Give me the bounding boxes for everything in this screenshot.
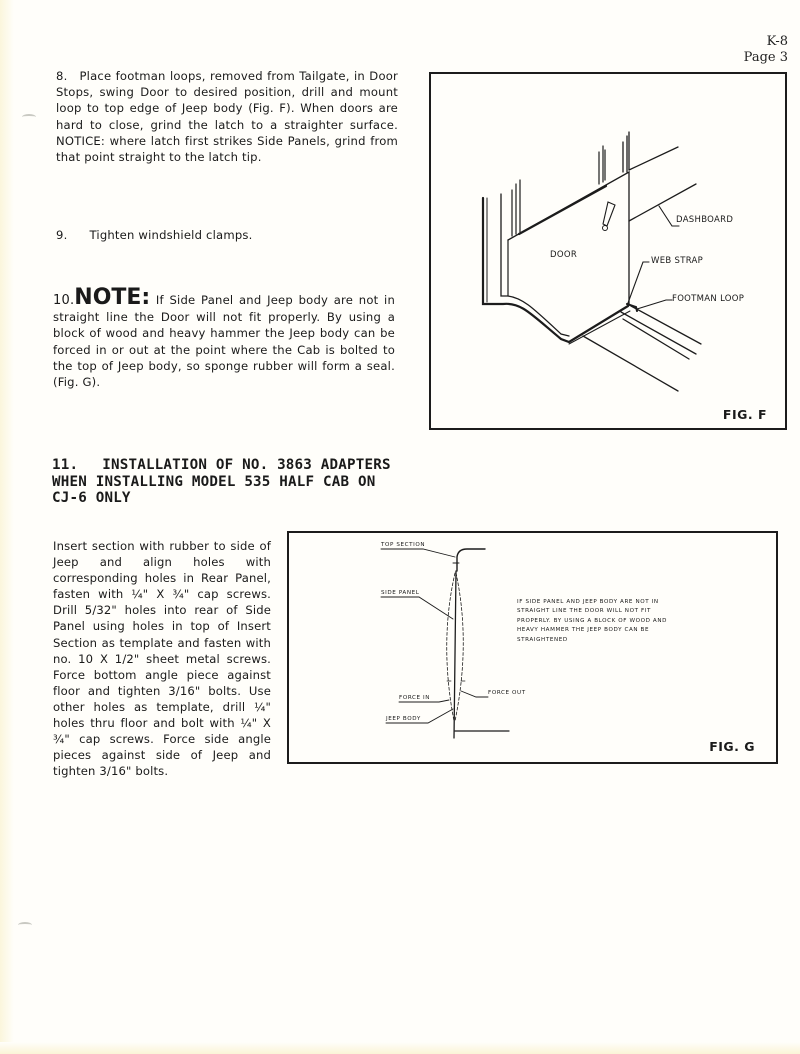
step-number: 11. [52, 457, 79, 473]
step-9 [56, 227, 398, 243]
callout-side-panel: SIDE PANEL [381, 590, 420, 596]
callout-top-section: TOP SECTION [381, 542, 426, 548]
note-heading: NOTE: [74, 285, 151, 310]
side-panel-leader [381, 597, 453, 619]
web-strap-leader [628, 262, 649, 303]
callout-force-in: FORCE IN [399, 695, 431, 701]
page-number: Page 3 [743, 50, 788, 65]
callout-force-out: FORCE OUT [488, 690, 526, 696]
figure-g [287, 531, 778, 764]
force-in-line [447, 573, 455, 721]
figure-note: IF SIDE PANEL AND JEEP BODY ARE NOT IN STRAIGHT LINE THE DOOR WILL NOT FIT PROPERLY. BY USING A BLOCK OF WOOD AND HEAVY HAMMER THE JEEP BODY CAN BE STRAIGHTENED [517, 599, 668, 643]
body-frame [483, 198, 628, 342]
figure-f [429, 72, 787, 430]
door-handle [603, 202, 615, 226]
page-edge [0, 0, 14, 1054]
dashboard-line [629, 147, 678, 170]
sill-line [621, 306, 701, 359]
footman-loop-leader [637, 300, 672, 309]
top-section-leader [381, 549, 455, 557]
figure-g-drawing [289, 533, 776, 762]
force-out-leader [461, 691, 488, 697]
page-identifier [744, 34, 788, 66]
binder-mark [22, 114, 36, 120]
binder-mark [18, 922, 32, 928]
footman-loop [627, 304, 637, 311]
section-code: K-8 [766, 34, 788, 49]
callout-jeep-body: JEEP BODY [386, 716, 421, 722]
step-number: 8. [56, 69, 68, 83]
step-text: Tighten windshield clamps. [89, 228, 253, 242]
callout-door: DOOR [550, 250, 578, 260]
figure-label: FIG. F [722, 407, 767, 422]
step-11-heading [52, 457, 397, 507]
door-panel-edge [508, 172, 629, 304]
step-number: 9. [56, 228, 68, 242]
figure-label: FIG. G [709, 739, 755, 754]
step-8 [56, 68, 398, 165]
side-panel-line [454, 571, 456, 738]
callout-dashboard: DASHBOARD [676, 215, 734, 225]
step-text: If Side Panel and Jeep body are not in straight line the Door will not fit properly. By using a block of wood and heavy hammer the Jeep body can be forced in or out at the point where the Cab is bolted to the top of Jeep body, so sponge rubber will form a seal. (Fig. G). [53, 293, 395, 390]
top-section [457, 549, 485, 571]
figure-f-drawing [431, 74, 785, 428]
step-number: 10. [53, 293, 75, 308]
callout-web-strap: WEB STRAP [651, 256, 704, 266]
step-11-text: Insert section with rubber to side of Jeep and align holes with corresponding holes in Rear Panel, fasten with ¼" X ¾" cap screws. Drill 5/32" holes into rear of Side Panel using holes in top of Insert Section as template and fasten with no. 10 X 1/2" sheet metal screws. Force bottom angle piece against floor and tighten 3/16" bolts. Use other holes as template, drill ¼" holes thru floor and bolt with ¼" X ¾" cap screws. Force side angle pieces against side of Jeep and tighten 3/16" bolts. [53, 539, 271, 779]
step-text: Place footman loops, removed from Tailgate, in Door Stops, swing Door to desired position, drill and mount loop to top edge of Jeep body (Fig. F). When doors are hard to close, grind the latch to a straighter surface. NOTICE: where latch first strikes Side Panels, grind from that point straight to the latch tip. [56, 69, 398, 165]
callout-footman-loop: FOOTMAN LOOP [672, 294, 745, 304]
page-edge-bottom [0, 1042, 800, 1054]
section-heading: INSTALLATION OF NO. 3863 ADAPTERS WHEN INSTALLING MODEL 535 HALF CAB ON CJ-6 ONLY [52, 457, 391, 506]
step-10 [53, 285, 395, 390]
